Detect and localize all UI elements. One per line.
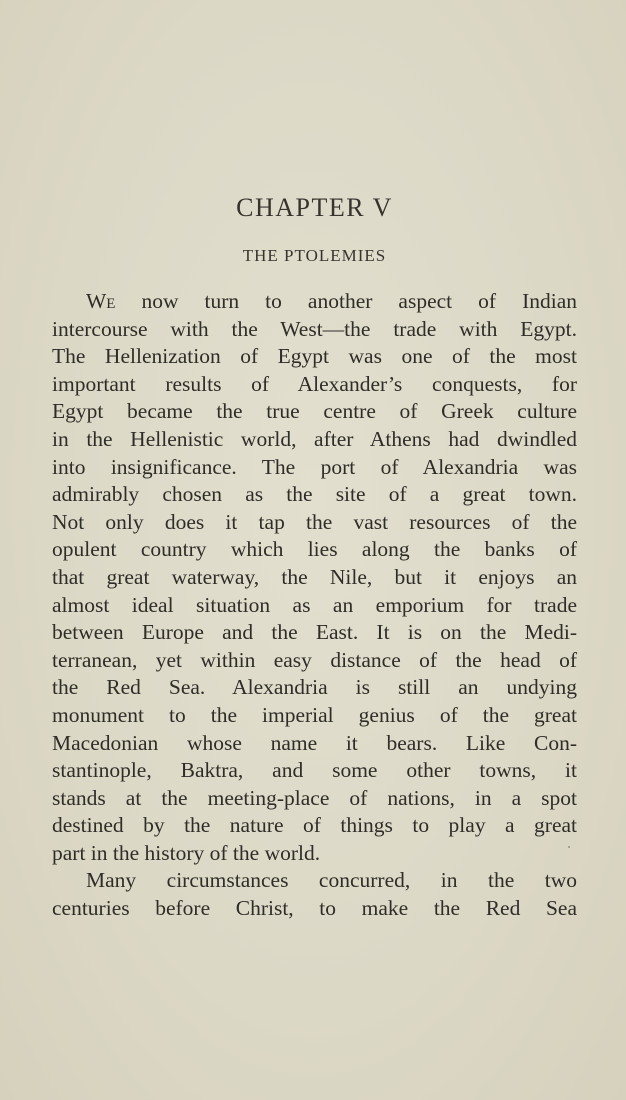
- text-line: stantinople, Baktra, and some other towns, it: [52, 758, 577, 783]
- text-line: Egypt became the true centre of Greek culture: [52, 399, 577, 424]
- text-line: in the Hellenistic world, after Athens had dwindled: [52, 426, 577, 451]
- chapter-subtitle: THE PTOLEMIES: [242, 246, 387, 265]
- text-line: [52, 288, 577, 316]
- text-line: that great waterway, the Nile, but it enjoys an: [52, 564, 577, 589]
- text-line: part in the history of the world.: [52, 840, 321, 865]
- text-line: into insignificance. The port of Alexandria was: [52, 454, 577, 479]
- body-text: [52, 288, 577, 923]
- text-line: the Red Sea. Alexandria is still an undying: [52, 675, 577, 700]
- paragraph-1: [52, 288, 577, 867]
- lead-word: We: [86, 289, 116, 313]
- text-line: between Europe and the East. It is on the Medi-: [52, 620, 577, 645]
- text-line: admirably chosen as the site of a great town.: [52, 482, 577, 507]
- text-line: monument to the imperial genius of the great: [52, 702, 577, 727]
- text-line: destined by the nature of things to play a great: [52, 813, 577, 838]
- text-line: Not only does it tap the vast resources of the: [52, 509, 577, 534]
- text-line-content: now turn to another aspect of Indian: [115, 289, 577, 313]
- text-line: centuries before Christ, to make the Red Sea: [52, 896, 577, 921]
- text-line: stands at the meeting-place of nations, in a spot: [52, 785, 577, 810]
- text-line: Many circumstances concurred, in the two: [86, 868, 577, 893]
- paper-speck: [568, 846, 570, 848]
- chapter-title: CHAPTER V: [236, 193, 393, 222]
- page-content: [52, 0, 577, 1100]
- text-line: The Hellenization of Egypt was one of the most: [52, 344, 577, 369]
- text-line: terranean, yet within easy distance of the head of: [52, 647, 577, 672]
- text-line: almost ideal situation as an emporium for trade: [52, 592, 577, 617]
- text-line: Macedonian whose name it bears. Like Con-: [52, 730, 577, 755]
- text-line: important results of Alexander’s conquests, for: [52, 371, 577, 396]
- paragraph-2: [52, 867, 577, 922]
- text-line: intercourse with the West—the trade with Egypt.: [52, 316, 577, 341]
- text-line: opulent country which lies along the banks of: [52, 537, 577, 562]
